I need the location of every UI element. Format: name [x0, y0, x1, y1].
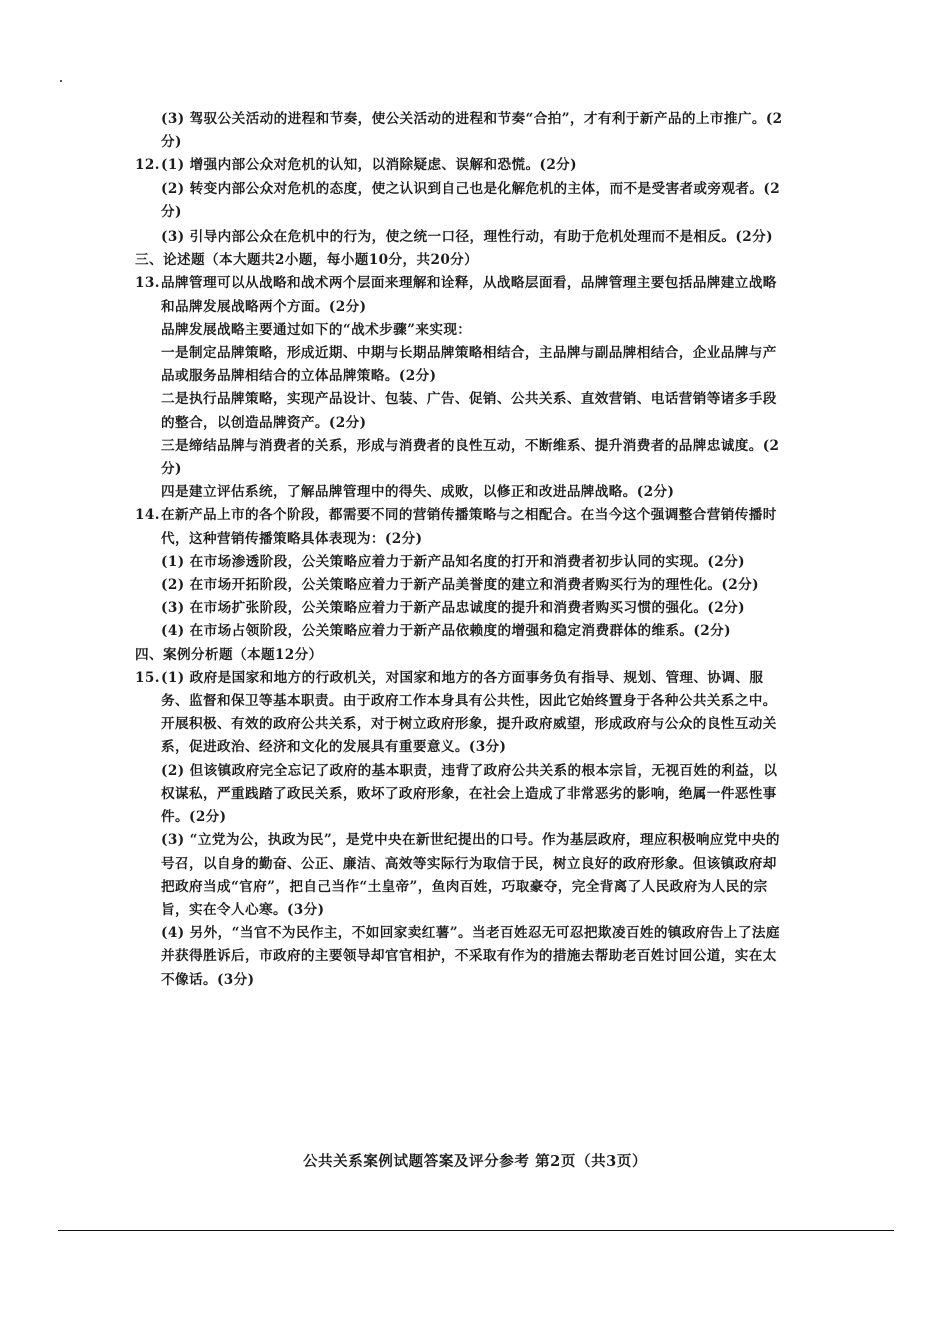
q15-item-4: (4) 另外，“当官不为民作主，不如回家卖红薯”。当老百姓忍无可忍把欺凌百姓的镇政府告上了法庭并获得胜诉后，市政府的主要领导却官官相护，不采取有作为的措施去帮助老百姓讨回公道，实在太不像话。(3分) [161, 925, 780, 988]
bottom-rule [58, 1230, 894, 1231]
q11-item-3: (3) 驾驭公关活动的进程和节奏，使公关活动的进程和节奏“合拍”，才有利于新产品的上市推广。(2分) [161, 111, 783, 151]
q15-item-1 [135, 667, 785, 760]
question-number: 15. [135, 669, 160, 686]
q13-para-2: 品牌发展战略主要通过如下的“战术步骤”来实现： [161, 321, 472, 338]
q14-item-4: (4) 在市场占领阶段，公关策略应着力于新产品依赖度的增强和稳定消费群体的维系。(2分) [161, 623, 731, 640]
question-number: 14. [135, 507, 160, 524]
q13-para-1-text: 品牌管理可以从战略和战术两个层面来理解和诠释，从战略层面看，品牌管理主要包括品牌建立战略和品牌发展战略两个方面。(2分) [161, 275, 777, 315]
q14-item-1: (1) 在市场渗透阶段，公关策略应着力于新产品知名度的打开和消费者初步认同的实现。(2分) [161, 553, 745, 570]
q12-item-3: (3) 引导内部公众在危机中的行为，使之统一口径，理性行动，有助于危机处理而不是相反。(2分) [161, 229, 773, 246]
question-number: 12. [135, 157, 160, 174]
q13-para-3: 一是制定品牌策略，形成近期、中期与长期品牌策略相结合，主品牌与副品牌相结合，企业品牌与产品或服务品牌相结合的立体品牌策略。(2分) [161, 345, 777, 385]
section-heading-case: 四、案例分析题（本题12分） [135, 646, 323, 663]
question-15 [135, 667, 785, 992]
answer-body [135, 108, 785, 992]
page-footer: 公共关系案例试题答案及评分参考 第2页（共3页） [302, 1153, 648, 1170]
section-heading-essay: 三、论述题（本大题共2小题，每小题10分，共20分） [135, 252, 479, 269]
q14-intro-text: 在新产品上市的各个阶段，都需要不同的营销传播策略与之相配合。在当今这个强调整合营销传播时代，这种营销传播策略具体表现为：(2分) [161, 507, 777, 547]
q13-para-4: 二是执行品牌策略，实现产品设计、包装、广告、促销、公共关系、直效营销、电话营销等诸多手段的整合，以创造品牌资产。(2分) [161, 391, 777, 431]
question-13 [135, 272, 785, 504]
question-number: 13. [135, 275, 160, 292]
q14-item-3: (3) 在市场扩张阶段，公关策略应着力于新产品忠诚度的提升和消费者购买习惯的强化。(2分) [161, 600, 745, 617]
q12-item-2: (2) 转变内部公众对危机的态度，使之认识到自己也是化解危机的主体，而不是受害者或旁观者。(2分) [161, 180, 781, 220]
q13-para-1 [135, 272, 785, 318]
q12-item-1-text: (1) 增强内部公众对危机的认知，以消除疑虑、误解和恐慌。(2分) [161, 157, 578, 174]
scan-speck [60, 80, 62, 82]
q15-item-2: (2) 但该镇政府完全忘记了政府的基本职责，违背了政府公共关系的根本宗旨，无视百姓的利益，以权谋私，严重践踏了政民关系，败坏了政府形象，在社会上造成了非常恶劣的影响，绝属一件恶性事件。(2分) [161, 762, 778, 826]
q14-intro [135, 504, 785, 550]
q15-item-1-text: (1) 政府是国家和地方的行政机关，对国家和地方的各方面事务负有指导、规划、管理、协调、服务、监督和保卫等基本职责。由于政府工作本身具有公共性，因此它始终置身于各种公共关系之中。开展积极、有效的政府公共关系，对于树立政府形象，提升政府威望，形成政府与公众的良性互动关系，促进政治、经济和文化的发展具有重要意义。(3分) [161, 669, 777, 756]
question-14 [135, 504, 785, 643]
q13-para-6: 四是建立评估系统，了解品牌管理中的得失、成败，以修正和改进品牌战略。(2分) [161, 484, 675, 501]
q12-item-1 [135, 154, 785, 177]
question-12 [135, 154, 785, 249]
q13-para-5: 三是缔结品牌与消费者的关系，形成与消费者的良性互动，不断维系、提升消费者的品牌忠诚度。(2分) [161, 437, 780, 478]
q15-item-3: (3) “立党为公，执政为民”，是党中央在新世纪提出的口号。作为基层政府，理应积极响应党中央的号召，以自身的勤奋、公正、廉洁、高效等实际行为取信于民，树立良好的政府形象。但该镇政府却把政府当成“官府”，把自己当作“土皇帝”，鱼肉百姓，巧取豪夺，完全背离了人民政府为人民的宗旨，实在令人心寒。(3分) [161, 832, 780, 918]
q14-item-2: (2) 在市场开拓阶段，公关策略应着力于新产品美誉度的建立和消费者购买行为的理性化。(2分) [161, 577, 759, 594]
